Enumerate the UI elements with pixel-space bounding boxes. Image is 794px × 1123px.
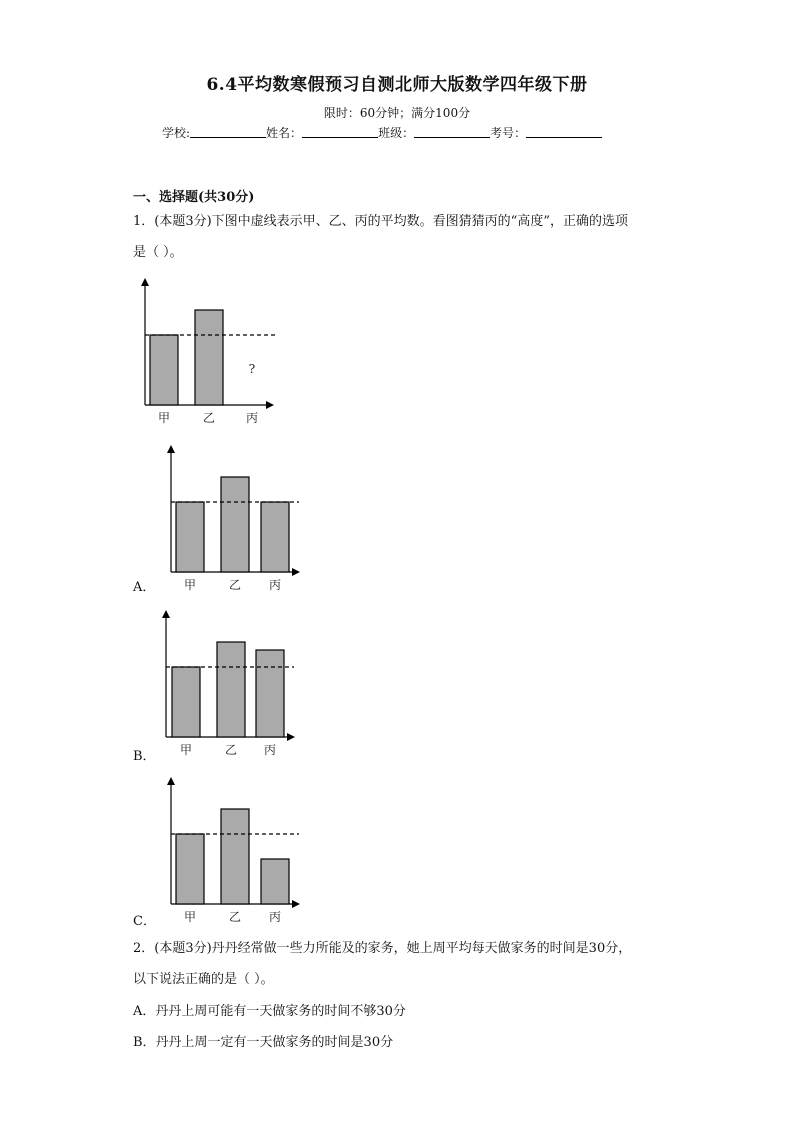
page-title: 6.4平均数寒假预习自测北师大版数学四年级下册	[206, 75, 588, 95]
q1-chart-bar-甲	[150, 335, 178, 405]
option-a-chart-bar-甲	[176, 502, 204, 572]
q1-chart-tick-label: 丙	[245, 411, 259, 425]
option-b-chart-tick-label: 乙	[224, 743, 238, 757]
school-label: 学校:	[162, 126, 191, 140]
q1-text-line1: 1．(本题3分)下图中虚线表示甲、乙、丙的平均数。看图猜猜丙的“高度”，正确的选项	[133, 214, 628, 229]
section-heading: 一、选择题(共30分)	[133, 190, 255, 205]
option-b-chart-bar-甲	[172, 667, 200, 737]
q1-text-line2: 是（ ）。	[133, 245, 183, 260]
q1-chart-tick-label: 甲	[157, 411, 171, 425]
option-a-chart-bar-乙	[221, 477, 249, 572]
q2-text-line2: 以下说法正确的是（ ）。	[133, 972, 274, 987]
option-b-chart-bar-乙	[217, 642, 245, 737]
time-limit-text: 限时：60分钟；满分100分	[323, 106, 471, 120]
option-c-chart-bar-丙	[261, 859, 289, 904]
q1-chart-tick-label: 乙	[202, 411, 216, 425]
option-a-chart-tick-label: 甲	[183, 578, 197, 592]
q2-text-line1: 2．(本题3分)丹丹经常做一些力所能及的家务，她上周平均每天做家务的时间是30分，	[133, 941, 632, 956]
q1-chart-bar-乙	[195, 310, 223, 405]
option-a-chart-tick-label: 丙	[268, 578, 282, 592]
option-b-chart-bar-丙	[256, 650, 284, 737]
option-a-chart-tick-label: 乙	[228, 578, 242, 592]
option-b-chart-tick-label: 丙	[263, 743, 277, 757]
q2-option-a[interactable]: A．丹丹上周可能有一天做家务的时间不够30分	[133, 1004, 406, 1019]
option-c-chart-tick-label: 丙	[268, 910, 282, 924]
q1-chart-unknown-mark: ?	[248, 362, 256, 376]
name-label: 姓名：	[266, 126, 303, 140]
option-c-chart-bar-乙	[221, 809, 249, 904]
exam-number-label: 考号：	[490, 126, 527, 140]
q2-option-b[interactable]: B．丹丹上周一定有一天做家务的时间是30分	[133, 1035, 394, 1050]
option-c-chart-bar-甲	[176, 834, 204, 904]
option-a-chart-bar-丙	[261, 502, 289, 572]
q1-option-b-letter[interactable]: B．	[133, 749, 156, 764]
q1-option-c-letter[interactable]: C．	[133, 914, 156, 929]
option-c-chart-tick-label: 甲	[183, 910, 197, 924]
option-b-chart-tick-label: 甲	[179, 743, 193, 757]
option-c-chart-tick-label: 乙	[228, 910, 242, 924]
q1-option-a-letter[interactable]: A．	[133, 580, 156, 595]
class-label: 班级：	[378, 126, 415, 140]
